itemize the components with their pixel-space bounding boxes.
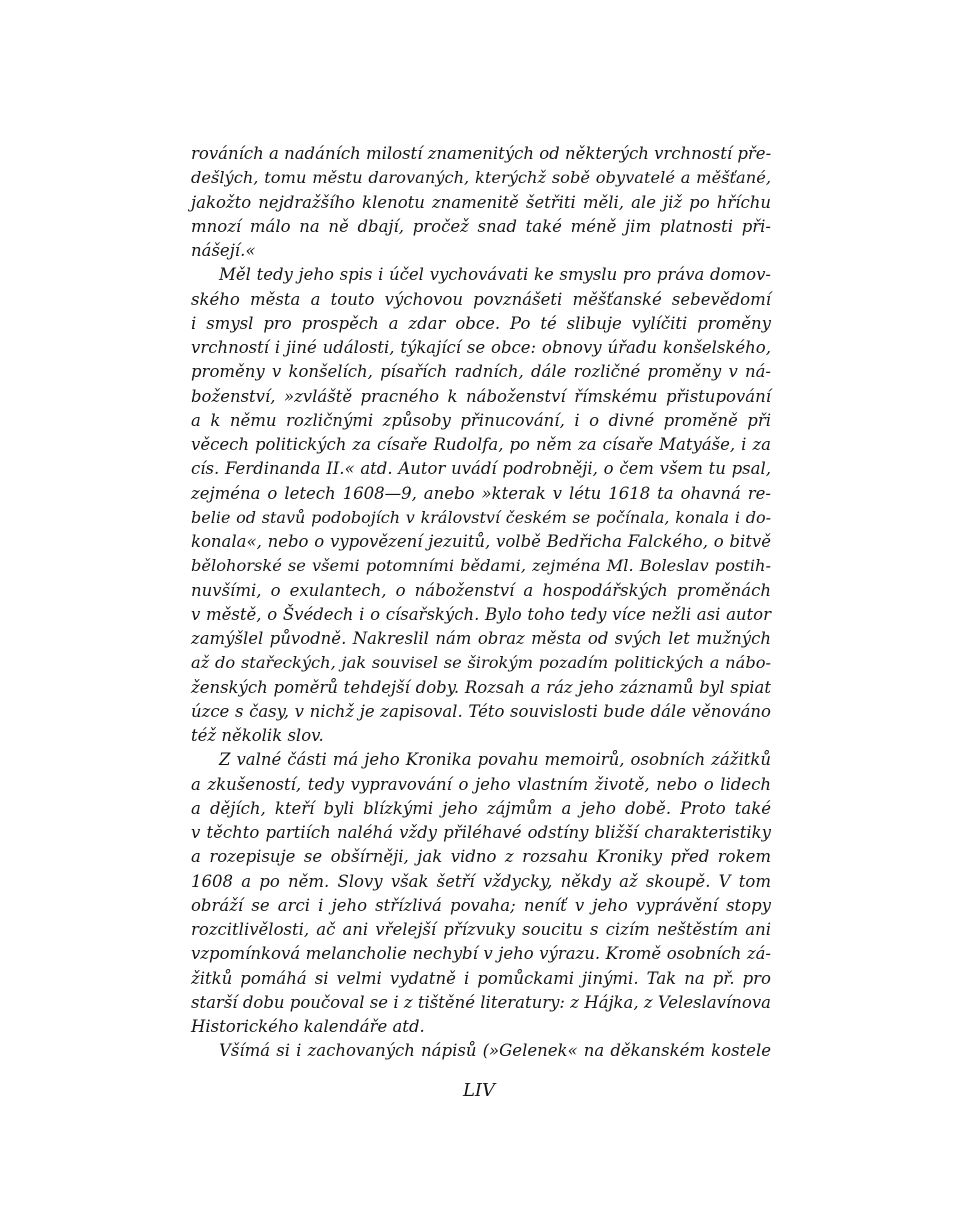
paragraph [191,1039,771,1063]
text-line: dešlých, tomu městu darovaných, kterýchž sobě obyvatelé a měšťané, [191,168,771,188]
text-line: 1608 a po něm. Slovy však šetří vždycky, někdy až skoupě. V tom [191,871,771,891]
text-line: starší dobu poučoval se i z tištěné literatury: z Hájka, z Veleslavínova [191,992,771,1012]
text-line: Z valné části má jeho Kronika povahu memoirů, osobních zážitků [219,750,771,770]
text-line: vzpomínková melancholie nechybí v jeho výrazu. Kromě osobních zá- [191,944,771,964]
paragraph [191,748,771,1039]
page-number-label: LIV [462,1080,496,1101]
text-line: rozcitlivělosti, ač ani vřelejší přízvuky soucitu s cizím neštěstím ani [191,920,771,939]
body-text [191,142,771,1064]
text-line: věcech politických za císaře Rudolfa, po něm za císaře Matyáše, i za [191,435,771,454]
text-line: nuvšími, o exulantech, o náboženství a hospodářských proměnách [191,580,771,600]
text-line: boženství, »zvláště pracného k náboženství římskému přistupování [191,386,771,406]
text-line: ženských poměrů tehdejší doby. Rozsah a ráz jeho záznamů byl spiat [191,677,771,697]
text-line: nášejí.« [191,241,256,260]
text-line: proměny v konšelích, písařích radních, dále rozličné proměny v ná- [191,362,771,382]
text-line: obráží se arci i jeho střízlivá povaha; neníť v jeho vyprávění stopy [191,895,771,915]
page-number [0,1080,960,1101]
text-line: až do stařeckých, jak souvisel se širokým pozadím politických a nábo- [191,653,771,673]
text-line: zamýšlel původně. Nakreslil nám obraz města od svých let mužných [191,629,771,648]
text-line: Měl tedy jeho spis i účel vychovávati ke smyslu pro práva domov- [219,265,771,285]
text-line: v těchto partiích naléhá vždy přiléhavé odstíny bližší charakteristiky [191,823,771,842]
text-line: bělohorské se všemi potomními bědami, zejména Ml. Boleslav postih- [191,556,771,576]
text-line: belie od stavů podobojích v království českém se počínala, konala i do- [191,507,771,527]
paragraph [191,263,771,748]
text-line: též několik slov. [191,726,324,745]
text-line: zejména o letech 1608—9, anebo »kterak v létu 1618 ta ohavná re- [191,483,771,503]
text-line: Všímá si i zachovaných nápisů (»Gelenek« na děkanském kostele [219,1041,771,1061]
text-line: úzce s časy, v nichž je zapisoval. Této souvislosti bude dále věnováno [191,701,771,721]
text-line: vrchností i jiné události, týkající se obce: obnovy úřadu konšelského, [191,338,771,357]
text-line: a zkušeností, tedy vypravování o jeho vlastním životě, nebo o lidech [191,774,771,794]
text-line: a k němu rozličnými způsoby přinucování, i o divné proměně při [191,410,771,430]
text-line: jakožto nejdražšího klenotu znamenitě šetřiti měli, ale již po hříchu [191,192,771,212]
text-line: i smysl pro prospěch a zdar obce. Po té slibuje vylíčiti proměny [191,313,771,333]
text-line: a rozepisuje se obšírněji, jak vidno z rozsahu Kroniky před rokem [191,847,771,867]
text-line: ského města a touto výchovou povznášeti měšťanské sebevědomí [191,289,771,309]
text-line: v městě, o Švédech i o císařských. Bylo toho tedy více nežli asi autor [191,604,771,624]
text-line: a dějích, kteří byli blízkými jeho zájmům a jeho době. Proto také [191,798,771,818]
text-line: rováních a nadáních milostí znamenitých od některých vrchností pře- [191,144,772,163]
text-line: žitků pomáhá si velmi vydatně i pomůckami jinými. Tak na př. pro [191,968,771,988]
text-line: konala«, nebo o vypovězení jezuitů, volbě Bedřicha Falckého, o bitvě [191,532,771,551]
text-line: cís. Ferdinanda II.« atd. Autor uvádí podrobněji, o čem všem tu psal, [191,459,771,479]
text-line: Historického kalendáře atd. [191,1017,425,1036]
text-line: mnozí málo na ně dbají, pročež snad také méně jim platnosti při- [191,216,771,236]
paragraph [191,142,771,263]
